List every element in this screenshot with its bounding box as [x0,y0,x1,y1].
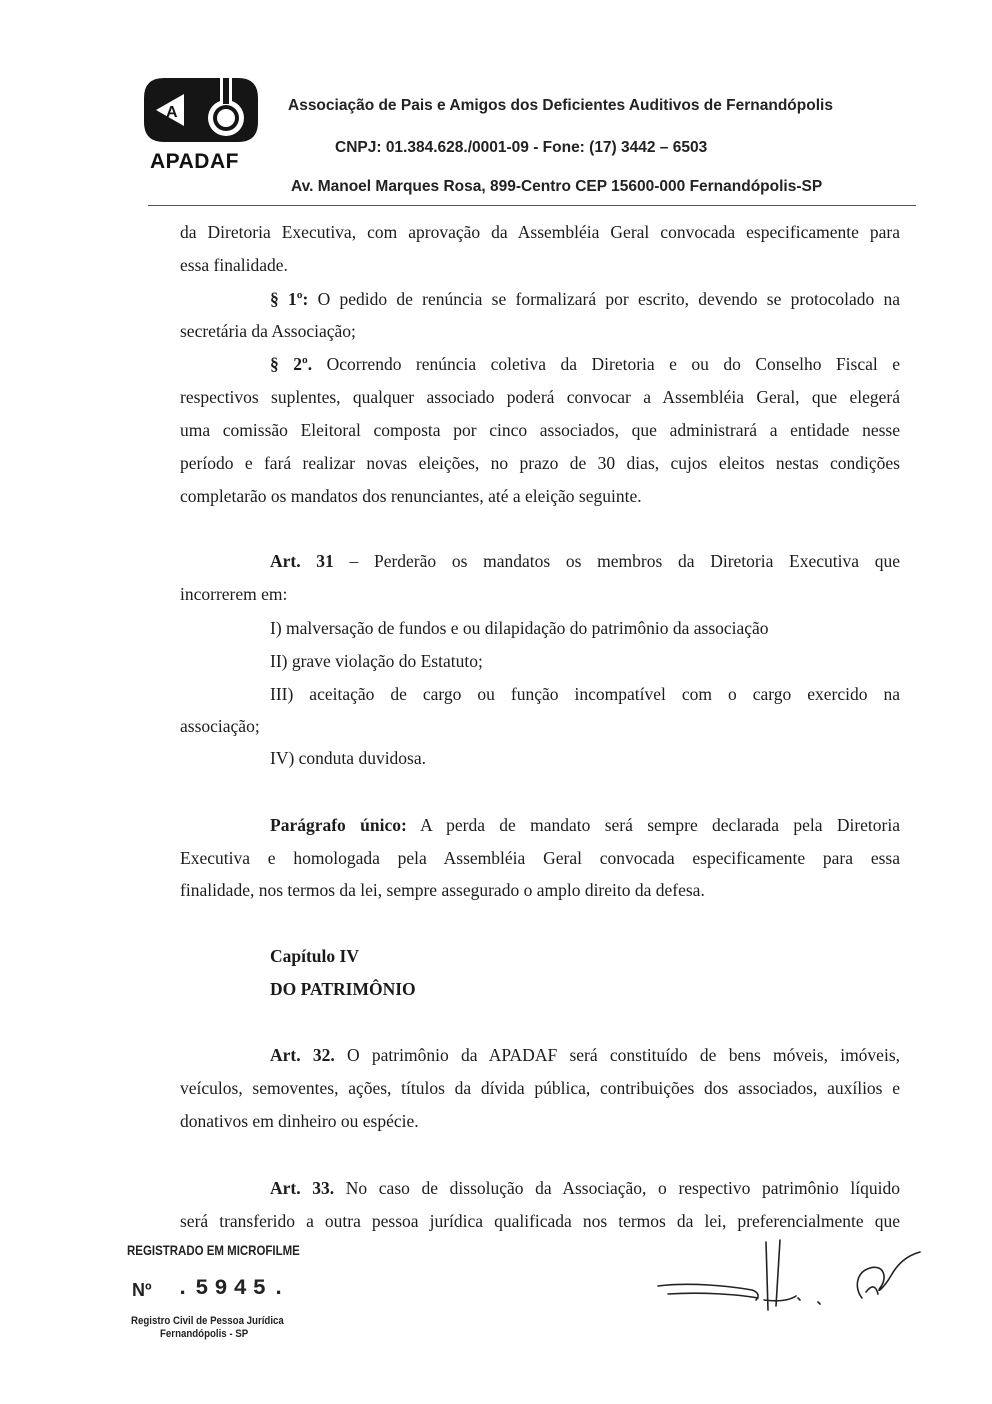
article-32-line: Art. 32. O patrimônio da APADAF será constituído de bens móveis, imóveis, [270,1045,901,1065]
registry-number-label: Nº [132,1280,152,1300]
paragraph-line: veículos, semoventes, ações, títulos da dívida pública, contribuições dos associados, auxílios e [180,1078,900,1098]
cnpj-phone-line: CNPJ: 01.384.628./0001-09 - Fone: (17) 3442 – 6503 [335,139,708,156]
article-label: Art. 31 [270,551,334,571]
article-33-line: Art. 33. No caso de dissolução da Associação, o respectivo patrimônio líquido [270,1178,900,1198]
registry-city-line: Fernandópolis - SP [160,1328,249,1340]
list-item: III) aceitação de cargo ou função incompatível com o cargo exercido na [270,684,900,704]
logo-wordmark: APADAF [150,150,239,173]
svg-text:A: A [166,104,178,121]
article-31-line: Art. 31 – Perderão os mandatos os membros da Diretoria Executiva que [270,551,900,571]
registry-number: .5945. [176,1276,292,1301]
article-label: Art. 32. [270,1045,335,1065]
registry-office-line: Registro Civil de Pessoa Jurídica [131,1315,284,1327]
paragraph-label: Parágrafo único: [270,815,407,835]
header-divider [148,205,916,206]
chapter-title: Capítulo IV [270,946,359,966]
microfilm-stamp-title: REGISTRADO EM MICROFILME [127,1242,300,1258]
paragraph-line: uma comissão Eleitoral composta por cinco associados, que administrará a entidade nesse [180,420,900,440]
paragraph-line: essa finalidade. [180,255,288,275]
paragraph-line: da Diretoria Executiva, com aprovação da Assembléia Geral convocada especificamente para [180,222,900,242]
paragraph-line: completarão os mandatos dos renunciantes, até a eleição seguinte. [180,486,642,506]
paragraph-line: secretária da Associação; [180,321,356,341]
apadaf-logo [142,76,262,176]
list-item: I) malversação de fundos e ou dilapidação do patrimônio da associação [270,618,769,638]
list-item: II) grave violação do Estatuto; [270,651,483,671]
paragrafo-unico-line: Parágrafo único: A perda de mandato será sempre declarada pela Diretoria [270,815,900,835]
organization-name: Associação de Pais e Amigos dos Deficientes Auditivos de Fernandópolis [288,97,833,114]
chapter-subtitle: DO PATRIMÔNIO [270,979,416,999]
article-label: Art. 33. [270,1178,335,1198]
paragraph-line: será transferido a outra pessoa jurídica qualificada nos termos da lei, preferencialmente que [180,1211,900,1231]
paragraph-line: donativos em dinheiro ou espécie. [180,1111,419,1131]
logo-emblem-icon [142,76,262,156]
list-item: IV) conduta duvidosa. [270,748,427,768]
paragraph-line: respectivos suplentes, qualquer associado poderá convocar a Assembléia Geral, que elegerá [180,387,900,407]
section-1-line: § 1º: O pedido de renúncia se formalizará por escrito, devendo se protocolado na [270,289,901,309]
section-label: § 2º. [270,354,313,374]
paragraph-line: período e fará realizar novas eleições, no prazo de 30 dias, cujos eleitos nestas condições [180,453,900,473]
section-label: § 1º: [270,289,309,309]
list-item-continuation: associação; [180,716,260,736]
paragraph-line: Executiva e homologada pela Assembléia Geral convocada especificamente para essa [180,848,900,868]
address-line: Av. Manoel Marques Rosa, 899-Centro CEP 15600-000 Fernandópolis-SP [291,178,823,195]
paragraph-line: finalidade, nos termos da lei, sempre assegurado o amplo direito da defesa. [180,880,705,900]
paragraph-line: incorrerem em: [180,584,288,604]
section-2-line: § 2º. Ocorrendo renúncia coletiva da Diretoria e ou do Conselho Fiscal e [270,354,900,374]
handwritten-signatures [640,1230,940,1340]
